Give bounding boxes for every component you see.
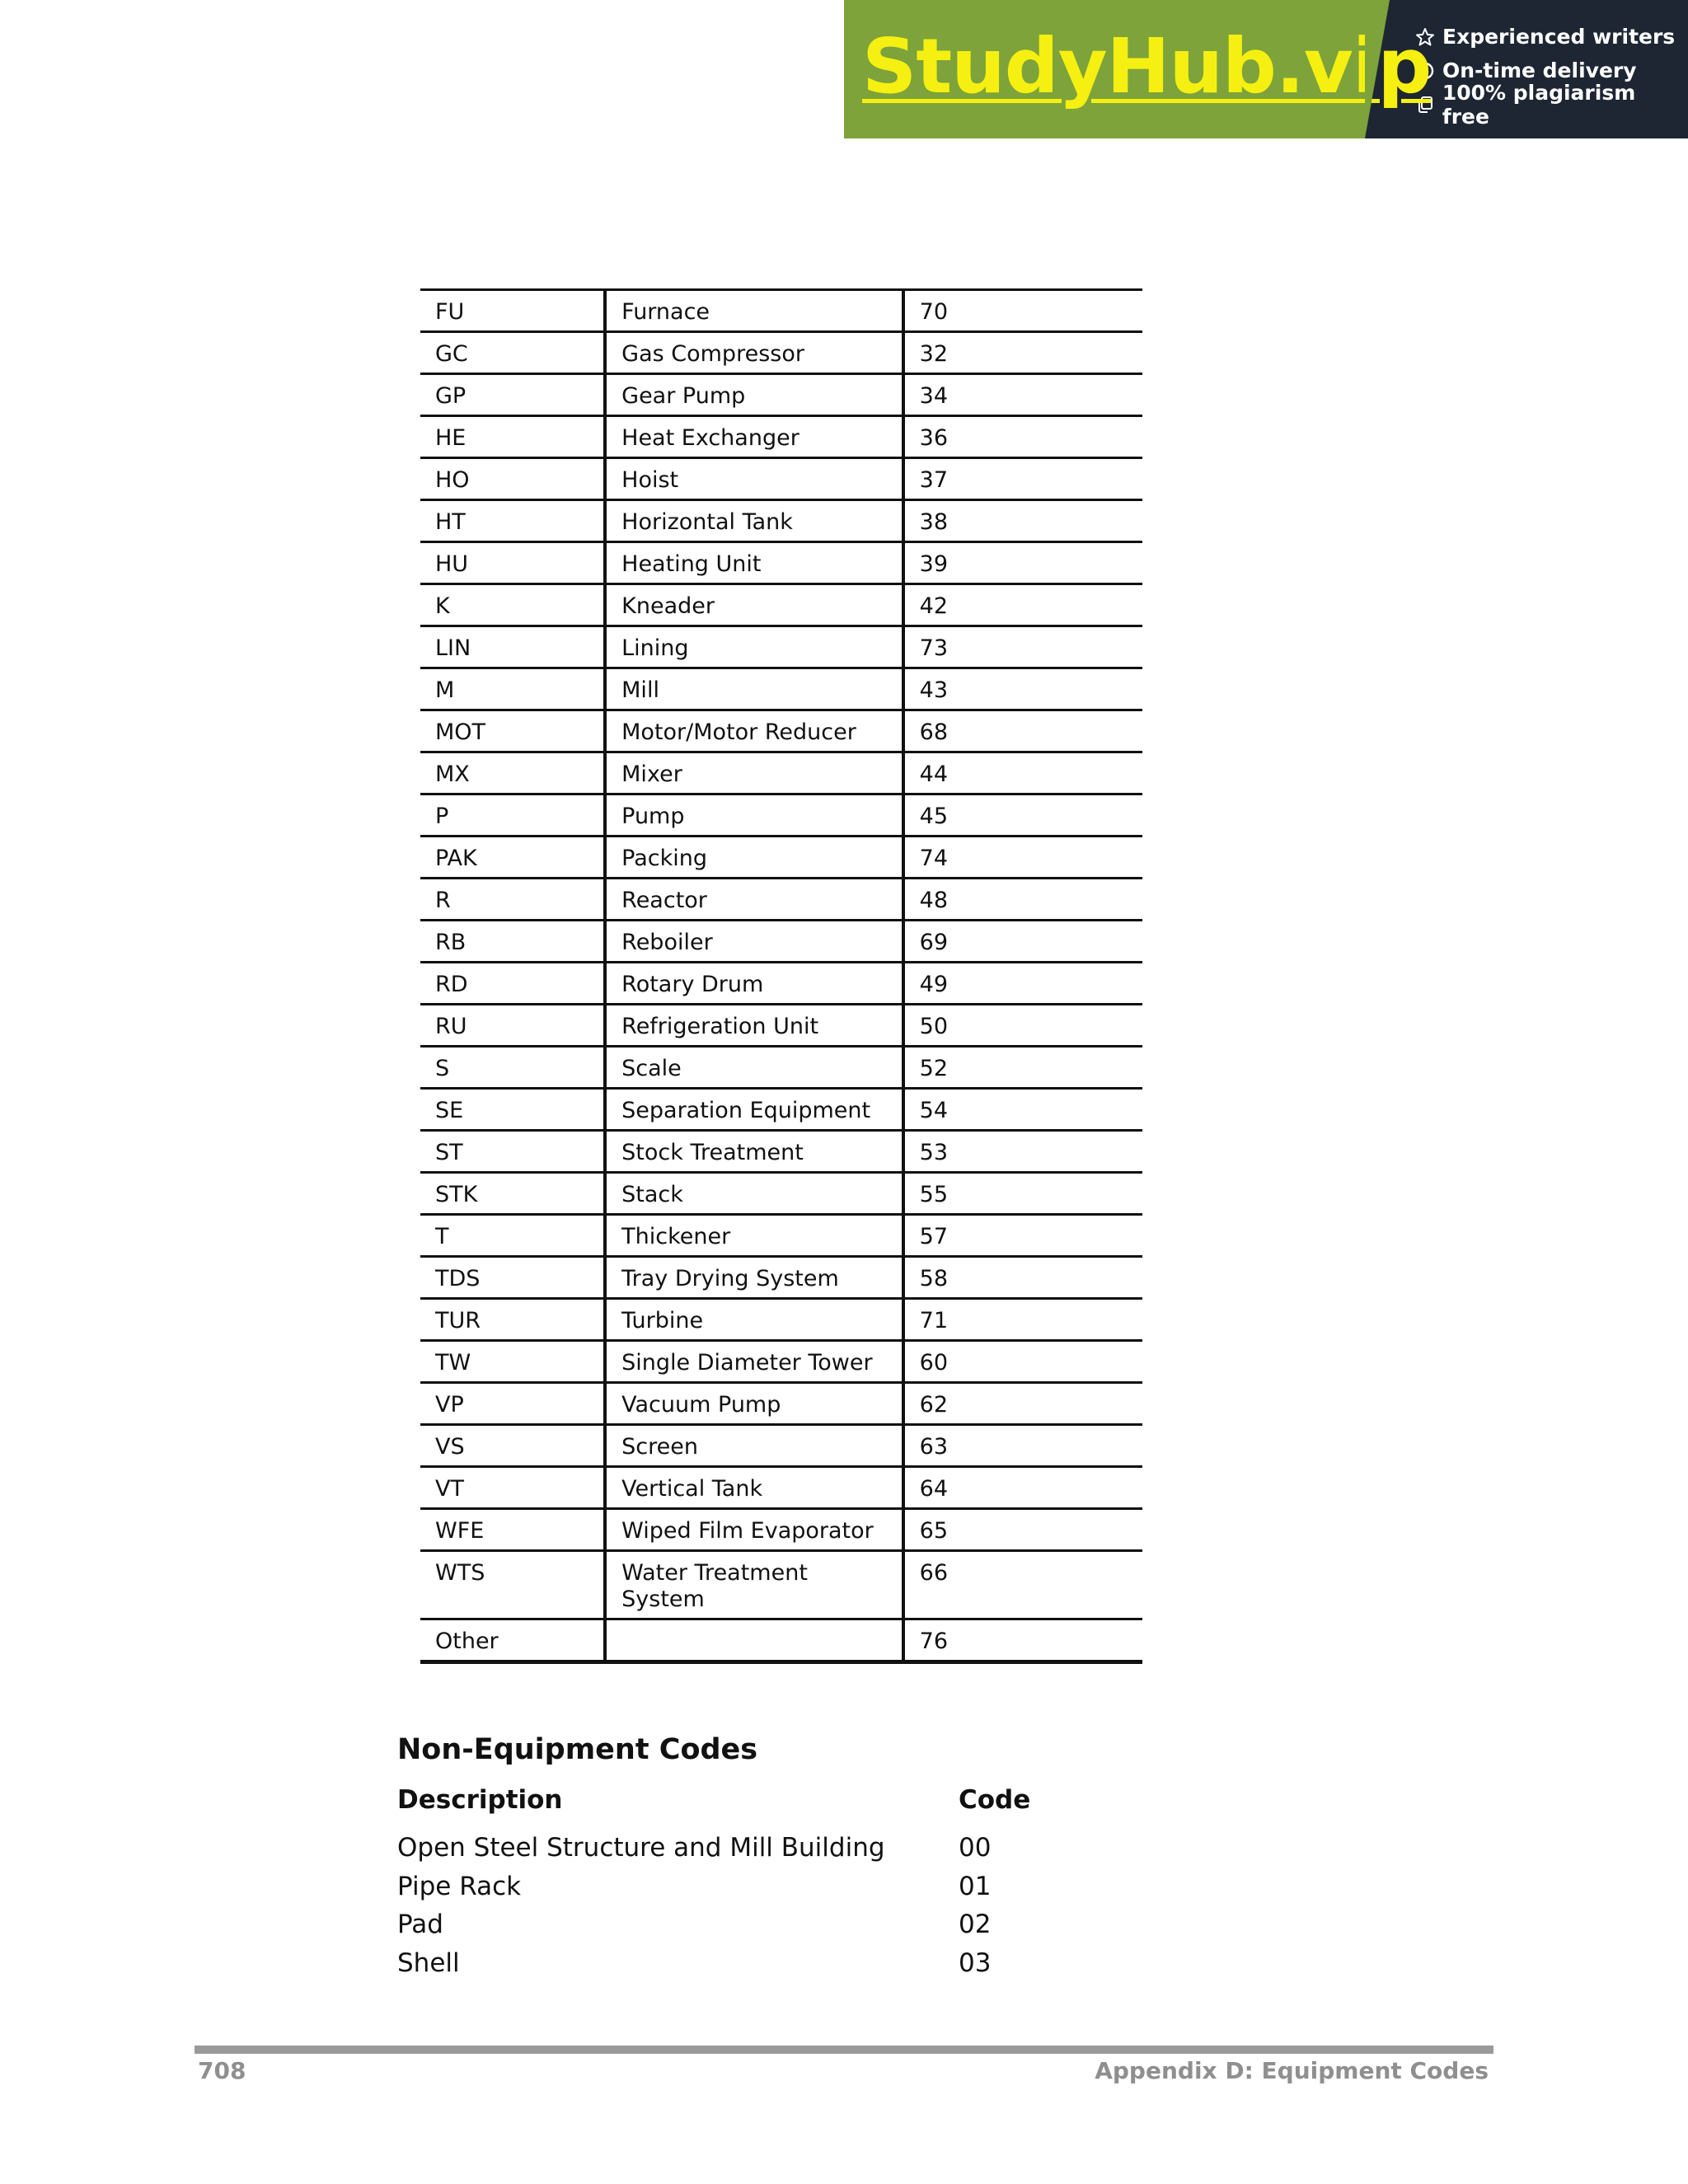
item-description: Pipe Rack	[397, 1871, 522, 1901]
equipment-abbreviation: HE	[420, 416, 605, 458]
equipment-code: 36	[903, 416, 1142, 458]
table-row	[420, 668, 1142, 710]
equipment-code: 49	[903, 963, 1142, 1005]
table-row	[420, 542, 1142, 584]
equipment-code: 34	[903, 374, 1142, 416]
equipment-code: 68	[903, 710, 1142, 752]
equipment-abbreviation: MOT	[420, 710, 605, 752]
equipment-abbreviation: S	[420, 1047, 605, 1089]
equipment-name: Kneader	[605, 584, 903, 626]
equipment-abbreviation: TDS	[420, 1257, 605, 1299]
equipment-name: Refrigeration Unit	[605, 1005, 903, 1047]
equipment-abbreviation: RU	[420, 1005, 605, 1047]
list-item	[397, 1831, 1139, 1870]
equipment-abbreviation: Other	[420, 1619, 605, 1662]
equipment-name: Furnace	[605, 290, 903, 332]
equipment-abbreviation: WFE	[420, 1509, 605, 1551]
non-equipment-list	[397, 1831, 1139, 1985]
equipment-abbreviation: HU	[420, 542, 605, 584]
equipment-name: Tray Drying System	[605, 1257, 903, 1299]
equipment-code: 48	[903, 879, 1142, 921]
table-row	[420, 752, 1142, 794]
equipment-name: Stack	[605, 1173, 903, 1215]
equipment-name: Heating Unit	[605, 542, 903, 584]
equipment-name: Separation Equipment	[605, 1089, 903, 1131]
equipment-abbreviation: ST	[420, 1131, 605, 1173]
equipment-code: 69	[903, 921, 1142, 963]
equipment-code: 39	[903, 542, 1142, 584]
table-row	[420, 626, 1142, 668]
equipment-abbreviation: PAK	[420, 837, 605, 879]
table-row	[420, 963, 1142, 1005]
column-header-code: Code	[959, 1785, 1031, 1815]
equipment-code: 62	[903, 1383, 1142, 1425]
equipment-name: Reboiler	[605, 921, 903, 963]
feature-experienced-writers	[1414, 20, 1688, 54]
table-row	[420, 1299, 1142, 1341]
table-row	[420, 332, 1142, 374]
equipment-abbreviation: VP	[420, 1383, 605, 1425]
list-item	[397, 1947, 1139, 1985]
equipment-name: Wiped Film Evaporator	[605, 1509, 903, 1551]
equipment-name	[605, 1619, 903, 1662]
equipment-name: Reactor	[605, 879, 903, 921]
equipment-name: Hoist	[605, 458, 903, 500]
equipment-code: 50	[903, 1005, 1142, 1047]
equipment-abbreviation: K	[420, 584, 605, 626]
equipment-name: Mill	[605, 668, 903, 710]
item-code: 03	[959, 1947, 992, 1978]
table-row	[420, 1257, 1142, 1299]
equipment-abbreviation: MX	[420, 752, 605, 794]
equipment-name: Gear Pump	[605, 374, 903, 416]
equipment-abbreviation: M	[420, 668, 605, 710]
equipment-abbreviation: R	[420, 879, 605, 921]
feature-label: 100% plagiarism free	[1442, 80, 1636, 129]
equipment-code: 54	[903, 1089, 1142, 1131]
equipment-abbreviation: LIN	[420, 626, 605, 668]
list-item	[397, 1870, 1139, 1909]
table-row	[420, 794, 1142, 837]
banner-brand-panel	[844, 0, 1432, 138]
equipment-name: Water Treatment System	[605, 1551, 903, 1619]
feature-label: On-time delivery	[1442, 59, 1637, 82]
equipment-name: Rotary Drum	[605, 963, 903, 1005]
equipment-abbreviation: VS	[420, 1425, 605, 1467]
equipment-abbreviation: T	[420, 1215, 605, 1257]
equipment-name: Scale	[605, 1047, 903, 1089]
equipment-name: Single Diameter Tower	[605, 1341, 903, 1383]
item-description: Open Steel Structure and Mill Building	[397, 1833, 885, 1863]
equipment-abbreviation: TUR	[420, 1299, 605, 1341]
table-row	[420, 374, 1142, 416]
equipment-code: 32	[903, 332, 1142, 374]
equipment-name: Motor/Motor Reducer	[605, 710, 903, 752]
table-row	[420, 1005, 1142, 1047]
table-row	[420, 1383, 1142, 1425]
equipment-code: 53	[903, 1131, 1142, 1173]
equipment-abbreviation: RD	[420, 963, 605, 1005]
table-row	[420, 1047, 1142, 1089]
equipment-name: Vacuum Pump	[605, 1383, 903, 1425]
equipment-code: 65	[903, 1509, 1142, 1551]
table-row	[420, 1215, 1142, 1257]
section-heading: Non-Equipment Codes	[397, 1733, 758, 1766]
brand-logo: StudyHub.vip	[862, 22, 1432, 110]
table-row	[420, 710, 1142, 752]
equipment-abbreviation: FU	[420, 290, 605, 332]
equipment-abbreviation: RB	[420, 921, 605, 963]
table-row	[420, 921, 1142, 963]
item-description: Shell	[397, 1947, 460, 1978]
equipment-name: Thickener	[605, 1215, 903, 1257]
equipment-name: Packing	[605, 837, 903, 879]
equipment-code: 76	[903, 1619, 1142, 1662]
column-header-description: Description	[397, 1785, 563, 1815]
table-row	[420, 500, 1142, 542]
equipment-name: Heat Exchanger	[605, 416, 903, 458]
equipment-code: 74	[903, 837, 1142, 879]
equipment-code: 71	[903, 1299, 1142, 1341]
equipment-abbreviation: VT	[420, 1467, 605, 1509]
equipment-code: 63	[903, 1425, 1142, 1467]
table-row	[420, 1551, 1142, 1619]
item-code: 00	[959, 1833, 992, 1863]
equipment-name: Horizontal Tank	[605, 500, 903, 542]
equipment-code: 64	[903, 1467, 1142, 1509]
equipment-code: 42	[903, 584, 1142, 626]
equipment-name: Lining	[605, 626, 903, 668]
equipment-codes-table	[420, 288, 1142, 1664]
equipment-code: 38	[903, 500, 1142, 542]
equipment-code: 55	[903, 1173, 1142, 1215]
table-row	[420, 1131, 1142, 1173]
equipment-name: Turbine	[605, 1299, 903, 1341]
table-row	[420, 584, 1142, 626]
table-row	[420, 416, 1142, 458]
equipment-abbreviation: GC	[420, 332, 605, 374]
equipment-code: 45	[903, 794, 1142, 837]
equipment-code: 37	[903, 458, 1142, 500]
equipment-code: 44	[903, 752, 1142, 794]
table-row	[420, 1619, 1142, 1662]
equipment-name: Mixer	[605, 752, 903, 794]
equipment-code: 43	[903, 668, 1142, 710]
table-row	[420, 1089, 1142, 1131]
equipment-code: 52	[903, 1047, 1142, 1089]
table-row	[420, 1173, 1142, 1215]
table-row	[420, 1509, 1142, 1551]
feature-plagiarism-free	[1414, 80, 1688, 129]
equipment-code: 60	[903, 1341, 1142, 1383]
equipment-abbreviation: HT	[420, 500, 605, 542]
equipment-name: Screen	[605, 1425, 903, 1467]
table-row	[420, 1467, 1142, 1509]
footer-divider	[195, 2046, 1493, 2054]
item-code: 01	[959, 1871, 992, 1901]
equipment-abbreviation: TW	[420, 1341, 605, 1383]
table-row	[420, 837, 1142, 879]
table-row	[420, 458, 1142, 500]
table-row	[420, 1341, 1142, 1383]
list-item	[397, 1908, 1139, 1947]
equipment-abbreviation: GP	[420, 374, 605, 416]
equipment-abbreviation: HO	[420, 458, 605, 500]
feature-label: Experienced writers	[1442, 25, 1676, 49]
table-row	[420, 290, 1142, 332]
equipment-code: 58	[903, 1257, 1142, 1299]
equipment-name: Vertical Tank	[605, 1467, 903, 1509]
equipment-name: Gas Compressor	[605, 332, 903, 374]
equipment-abbreviation: P	[420, 794, 605, 837]
item-description: Pad	[397, 1910, 443, 1939]
page-number: 708	[198, 2057, 246, 2084]
equipment-name: Pump	[605, 794, 903, 837]
equipment-abbreviation: STK	[420, 1173, 605, 1215]
table-row	[420, 1425, 1142, 1467]
equipment-code: 73	[903, 626, 1142, 668]
table-row	[420, 879, 1142, 921]
equipment-code: 70	[903, 290, 1142, 332]
equipment-code: 57	[903, 1215, 1142, 1257]
equipment-name: Stock Treatment	[605, 1131, 903, 1173]
equipment-abbreviation: WTS	[420, 1551, 605, 1619]
equipment-code: 66	[903, 1551, 1142, 1619]
running-footer-title: Appendix D: Equipment Codes	[1095, 2057, 1489, 2084]
studyhub-banner[interactable]	[844, 0, 1688, 138]
equipment-abbreviation: SE	[420, 1089, 605, 1131]
item-code: 02	[959, 1910, 992, 1939]
